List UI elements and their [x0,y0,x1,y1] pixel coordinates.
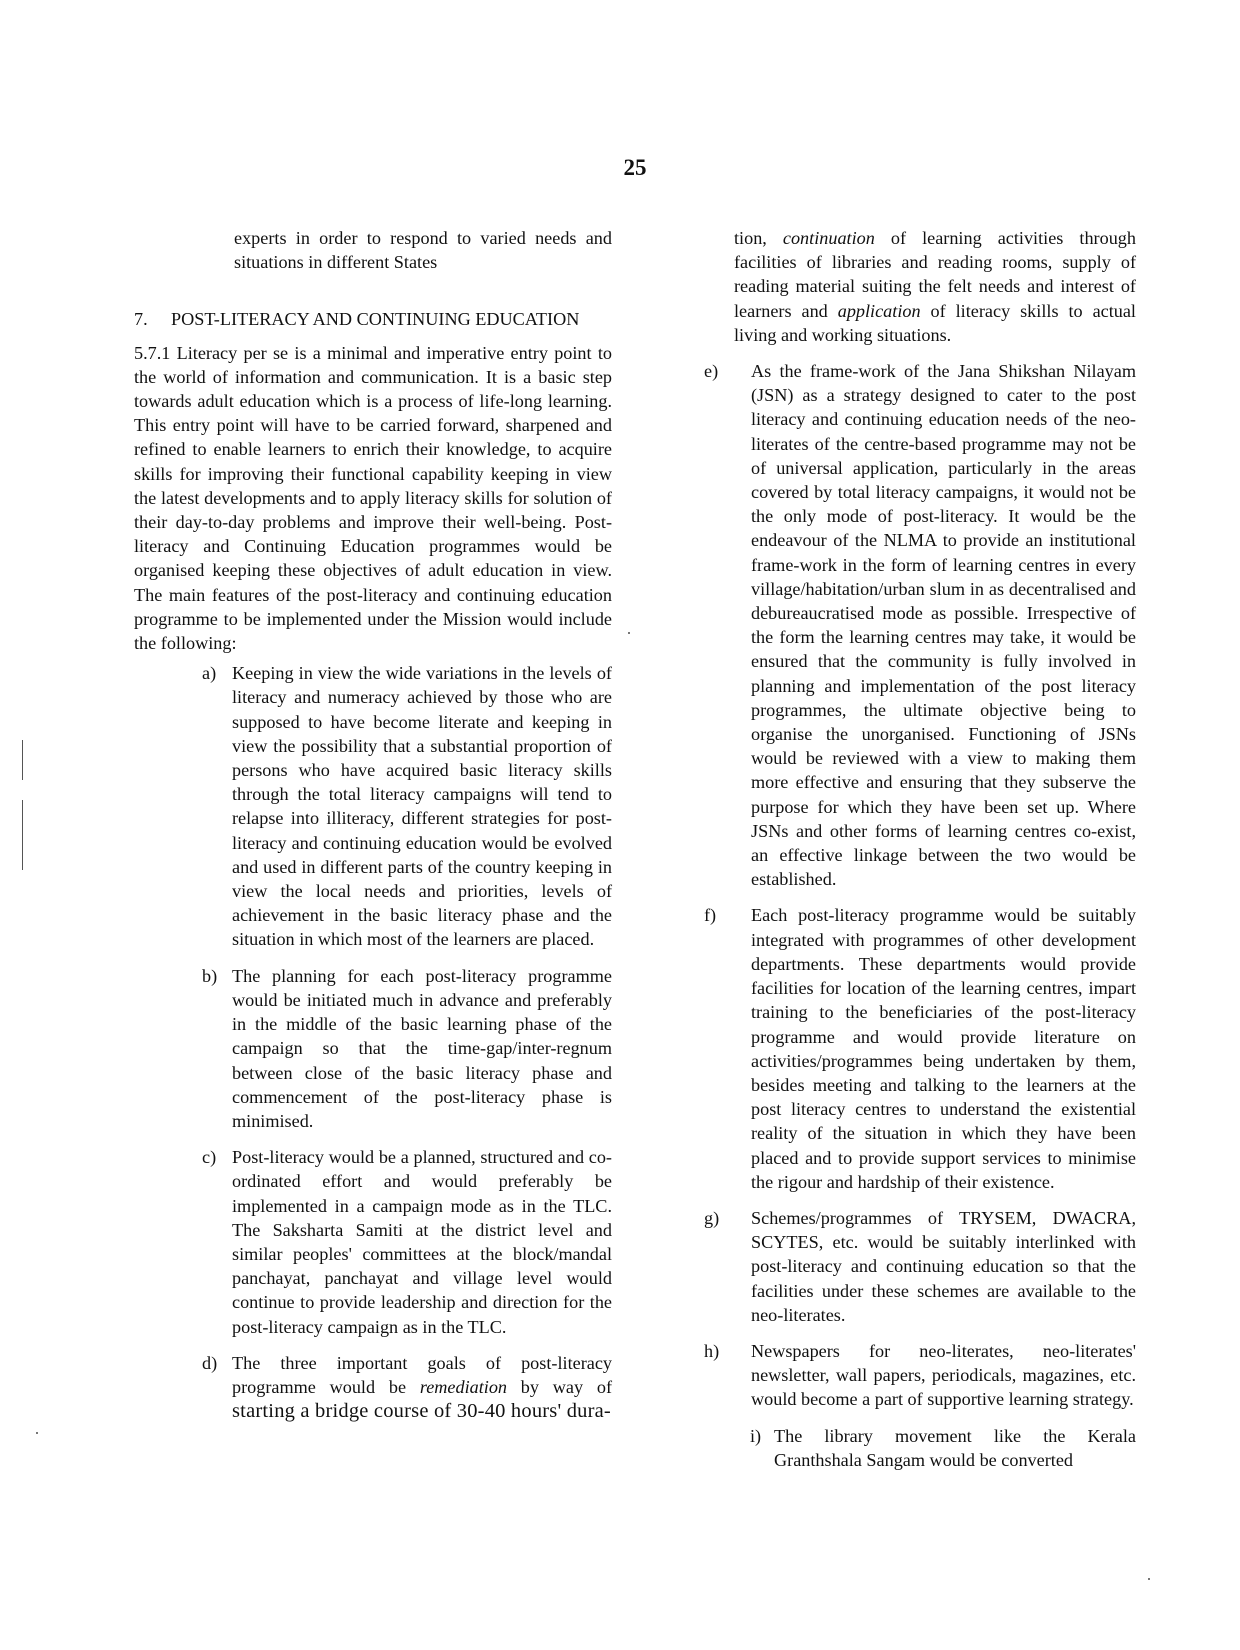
scan-speck [36,1432,38,1434]
list-marker: e) [704,361,719,382]
list-marker: b) [202,965,218,986]
continuation-text: experts in order to respond to varied needs and situations in different States [234,228,612,273]
list-item-i [734,1424,1136,1472]
scan-mark [22,800,23,870]
continuation-part: of learning activities through facilities of libraries and reading rooms, supply of reading material suiting the felt needs and interest of learners and [734,228,1136,321]
left-column [134,226,612,1435]
list-marker: d) [202,1352,218,1373]
list-item-text: Schemes/programmes of TRYSEM, DWACRA, SCYTES, etc. would be suitably interlinked with post-literacy and continuing education so that the facilities under these schemes are available to the neo-literates. [751,1207,1136,1325]
paragraph-5-7-1 [134,341,612,656]
list-item-text: Newspapers for neo-literates, neo-literates' newsletter, wall papers, periodicals, magazines, etc. would become a part of supportive learning strategy. [751,1340,1136,1410]
continuation-part: tion, [734,228,783,248]
paragraph-number: 5.7.1 [134,342,171,363]
list-item-text: As the frame-work of the Jana Shikshan Nilayam (JSN) as a strategy designed to cater to the post literacy and continuing education needs of the neo-literates of the centre-based programme may not be of universal application, particularly in the areas covered by total literacy campaigns, it would not be the only mode of post-literacy. It would be the endeavour of the NLMA to provide an institutional frame-work in the form of learning centres in every village/habitation/urban slum in as decentralised and debureaucratised mode as possible. Irrespective of the form the learning centres may take, it would be ensured that the community is fully involved in planning and implementation of the post literacy programmes, the ultimate objective being to organise the unorganised. Functioning of JSNs would be reviewed with a view to making them more effective and ensuring that they subserve the purpose for which they have been set up. Where JSNs and other forms of learning centres co-exist, an effective linkage between the two would be established. [751,361,1136,890]
list-item-text: The three important goals of post-literacy programme would be [232,1352,612,1397]
list-item-text: Each post-literacy programme would be suitably integrated with programmes of other development departments. These departments would provide facilities for location of the learning centres, impart training to the beneficiaries of the post-literacy programme and would provide literature on activities/programmes being undertaken by them, besides meeting and talking to the learners at the post literacy centres to understand the existential reality of the situation in which they have been placed and to provide support services to minimise the rigour and hardship of their existence. [751,905,1136,1192]
list-item-f [704,903,1136,1193]
list-item-text: Keeping in view the wide variations in the levels of literacy and numeracy achieved by those who are supposed to have become literate and keeping in view the possibility that a substantial proportion of persons who have acquired basic literacy skills through the total literacy campaigns will tend to relapse into illiteracy, different strategies for post-literacy and continuing education would be evolved and used in different parts of the country keeping in view the local needs and priorities, levels of achievement in the basic literacy phase and the situation in which most of the learners are placed. [232,663,612,950]
right-column [704,226,1136,1484]
list-marker: i) [750,1425,762,1446]
section-number: 7. [134,309,148,330]
list-item-text: Post-literacy would be a planned, structured and co-ordinated effort and would preferably be implemented in a campaign mode as in the TLC. The Saksharta Samiti at the district level and similar peoples' committees at the block/mandal panchayat, panchayat and village level would continue to provide leadership and direction for the post-literacy campaign as in the TLC. [232,1147,612,1337]
scan-mark [22,740,23,780]
emphasis-text: continuation [782,228,875,248]
page-number: 25 [623,155,647,180]
list-marker: g) [704,1207,720,1228]
section-heading [134,307,612,331]
list-item-e [704,359,1136,891]
continuation-text [734,226,1136,347]
list-item-h [704,1339,1136,1412]
list-item-last-line: starting a bridge course of 30-40 hours' dura- [232,1400,611,1423]
scan-speck [1148,1578,1150,1580]
continuation-part: of literacy skills to actual living and working situations. [734,300,1136,345]
list-item-text: The library movement like the Kerala Granthshala Sangam would be converted [774,1425,1136,1470]
emphasis-text: remediation [419,1376,508,1397]
list-item-b [134,964,612,1133]
emphasis-text: application [837,300,921,321]
list-item-a [134,661,612,951]
paragraph-text: Literacy per se is a minimal and imperative entry point to the world of information and communication. It is a basic step towards adult education which is a process of life-long learning. This entry point will have to be carried forward, sharpened and refined to enable learners to enrich their knowledge, to acquire skills for improving their functional capability keeping in view the latest developments and to apply literacy skills for solution of their day-to-day problems and improve their well-being. Post-literacy and Continuing Education programmes would be organised keeping these objectives of adult education in view. The main features of the post-literacy and continuing education programme to be implemented under the Mission would include the following: [134,342,612,654]
section-title: POST-LITERACY AND CONTINUING EDUCATION [171,309,580,330]
list-marker: f) [704,905,717,926]
list-item-text: The planning for each post-literacy programme would be initiated much in advance and preferably in the middle of the basic learning phase of the campaign so that the time-gap/inter-regnum between close of the basic literacy phase and commencement of the post-literacy phase is minimised. [232,965,612,1131]
list-item-d [134,1351,612,1424]
list-marker: c) [202,1147,217,1168]
scan-speck [628,632,630,634]
list-item-text-cont: by way of [507,1376,613,1397]
list-item-g [704,1206,1136,1327]
list-item-c [134,1145,612,1339]
list-marker: h) [704,1340,720,1361]
list-marker: a) [202,663,217,684]
